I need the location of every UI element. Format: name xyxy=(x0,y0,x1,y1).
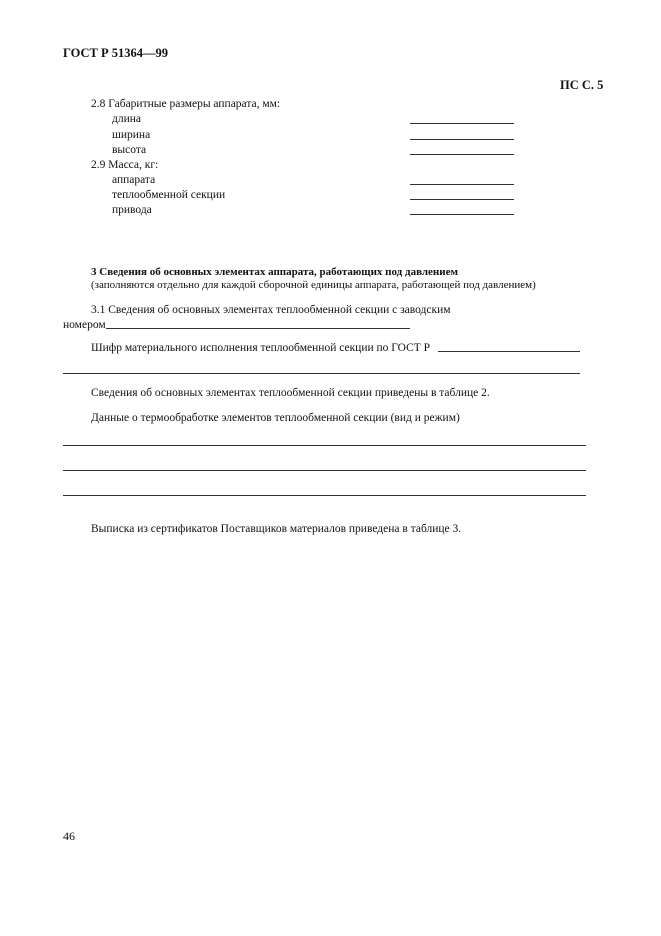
serial-number-field[interactable] xyxy=(106,328,410,329)
heat-treatment-field-line-2[interactable] xyxy=(63,470,586,471)
section-3-title: 3 Сведения об основных элементах аппарата, работающих под давлением xyxy=(91,266,458,278)
heat-treatment-label: Данные о термообработке элементов теплообменной секции (вид и режим) xyxy=(91,412,460,424)
page-number: 46 xyxy=(63,829,75,843)
item-3-1-number-label: номером xyxy=(63,319,106,331)
mass-drive-label: привода xyxy=(112,204,152,216)
dimension-length-label: длина xyxy=(112,113,142,125)
heat-treatment-field-line-3[interactable] xyxy=(63,495,586,496)
dimension-height-label: высота xyxy=(112,144,147,156)
material-cipher-label: Шифр материального исполнения теплообменной секции по ГОСТ Р xyxy=(91,342,431,354)
item-2-8-title: 2.8 Габаритные размеры аппарата, мм: xyxy=(91,98,281,110)
material-cipher-field-continued[interactable] xyxy=(63,373,580,374)
item-2-9-title: 2.9 Масса, кг: xyxy=(91,159,159,171)
section-3-subtitle: (заполняются отдельно для каждой сборочной единицы аппарата, работающей под давлением) xyxy=(91,279,536,291)
dimension-height-field[interactable] xyxy=(410,154,514,155)
material-cipher-field[interactable] xyxy=(438,351,580,352)
mass-heat-exchange-section-field[interactable] xyxy=(410,199,514,200)
item-3-1-text: 3.1 Сведения об основных элементах теплообменной секции с заводским xyxy=(91,304,451,316)
table-3-reference: Выписка из сертификатов Поставщиков материалов приведена в таблице 3. xyxy=(91,523,462,535)
dimension-width-label: ширина xyxy=(112,129,151,141)
document-number: ГОСТ Р 51364—99 xyxy=(63,46,169,60)
mass-apparatus-label: аппарата xyxy=(112,174,156,186)
dimension-length-field[interactable] xyxy=(410,123,514,124)
mass-apparatus-field[interactable] xyxy=(410,184,514,185)
heat-treatment-field-line-1[interactable] xyxy=(63,445,586,446)
mass-heat-exchange-section-label: теплообменной секции xyxy=(112,189,226,201)
appendix-page-label: ПС С. 5 xyxy=(560,78,604,92)
mass-drive-field[interactable] xyxy=(410,214,514,215)
table-2-reference: Сведения об основных элементах теплообменной секции приведены в таблице 2. xyxy=(91,387,490,399)
dimension-width-field[interactable] xyxy=(410,139,514,140)
